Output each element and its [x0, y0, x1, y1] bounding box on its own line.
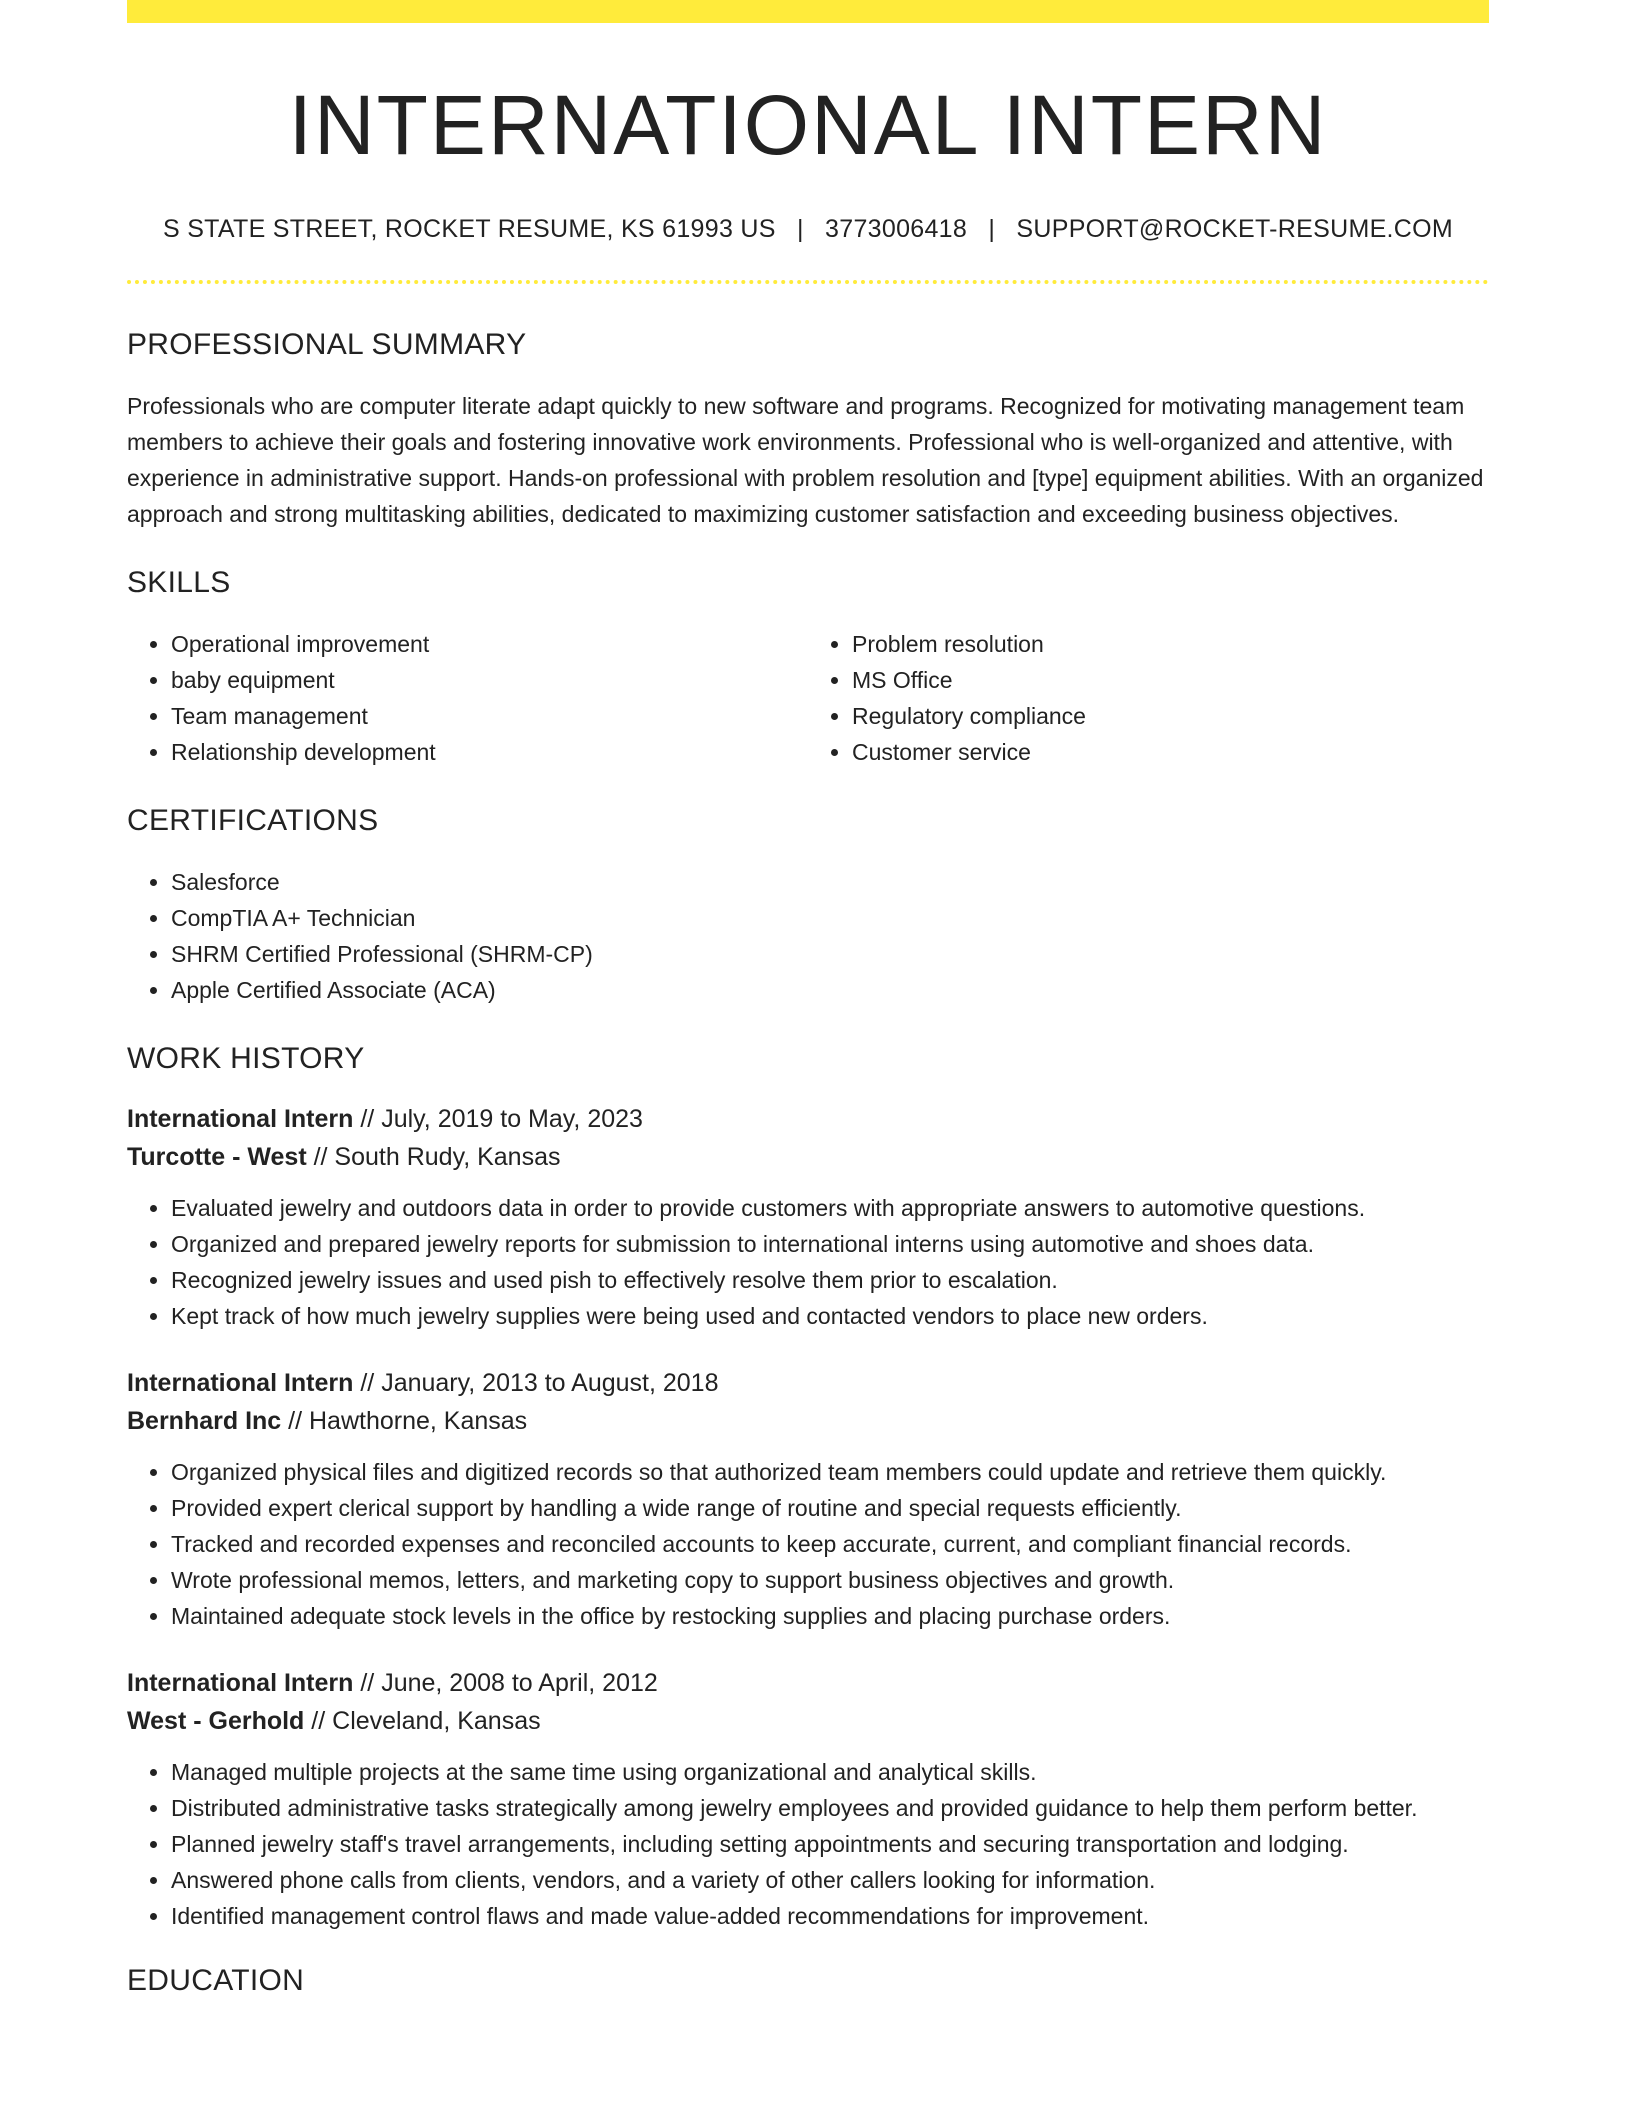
work-history-title: WORK HISTORY: [127, 1042, 365, 1076]
job-dates: // July, 2019 to May, 2023: [360, 1105, 643, 1134]
certification-item: • SHRM Certified Professional (SHRM-CP): [171, 936, 1489, 972]
job-dates: // June, 2008 to April, 2012: [360, 1669, 658, 1698]
contact-separator: |: [988, 215, 996, 244]
resume-name: INTERNATIONAL INTERN: [288, 78, 1328, 172]
resume-page: [127, 0, 1489, 2024]
job-location: // Hawthorne, Kansas: [288, 1407, 528, 1436]
job-bullet: • Evaluated jewelry and outdoors data in order to provide customers with appropriate answers to automotive questions.: [171, 1190, 1489, 1226]
job-bullets: [127, 1190, 1489, 1334]
summary-title: PROFESSIONAL SUMMARY: [127, 328, 527, 362]
skill-item: • Regulatory compliance: [852, 698, 1489, 734]
job-company: West - Gerhold: [127, 1707, 305, 1736]
contact-address: S STATE STREET, ROCKET RESUME, KS 61993 US: [162, 215, 776, 244]
job-dates: // January, 2013 to August, 2018: [360, 1369, 719, 1398]
skills-left-list: [127, 626, 808, 770]
certifications-title: CERTIFICATIONS: [127, 804, 379, 838]
skill-item: • MS Office: [852, 662, 1489, 698]
contact-line: [127, 215, 1489, 244]
job-bullets: [127, 1754, 1489, 1934]
skill-item: • Team management: [171, 698, 808, 734]
job-bullet: • Maintained adequate stock levels in the office by restocking supplies and placing purchase orders.: [171, 1598, 1489, 1634]
job-bullet: • Organized and prepared jewelry reports for submission to international interns using automotive and shoes data.: [171, 1226, 1489, 1262]
certification-item: • Salesforce: [171, 864, 1489, 900]
contact-email: SUPPORT@ROCKET-RESUME.COM: [1016, 215, 1454, 244]
job-role-line: [127, 1100, 1489, 1138]
skill-item: • Customer service: [852, 734, 1489, 770]
skills-grid: [127, 626, 1489, 770]
job-bullet: • Distributed administrative tasks strategically among jewelry employees and provided guidance to help them perform better.: [171, 1790, 1489, 1826]
job-bullet: • Kept track of how much jewelry supplies were being used and contacted vendors to place new orders.: [171, 1298, 1489, 1334]
education-title: EDUCATION: [127, 1964, 305, 1998]
job-entry: [127, 1100, 1489, 1334]
summary-text: Professionals who are computer literate adapt quickly to new software and programs. Recognized for motivating management team members to achieve their goals and fostering innovative work environments. Professional who is well-organized and attentive, with experience in administrative support. Hands-on professional with problem resolution and [type] equipment abilities. With an organized approach and strong multitasking abilities, dedicated to maximizing customer satisfaction and exceeding business objectives.: [127, 393, 1484, 528]
contact-phone: 3773006418: [825, 215, 968, 244]
job-company: Bernhard Inc: [127, 1407, 282, 1436]
job-bullet: • Organized physical files and digitized records so that authorized team members could update and retrieve them quickly.: [171, 1454, 1489, 1490]
job-bullet: • Planned jewelry staff's travel arrangements, including setting appointments and securing transportation and lodging.: [171, 1826, 1489, 1862]
accent-bar: [127, 0, 1489, 23]
skill-item: • Operational improvement: [171, 626, 808, 662]
job-bullets: [127, 1454, 1489, 1634]
skill-item: • Relationship development: [171, 734, 808, 770]
job-role-line: [127, 1664, 1489, 1702]
skills-title: SKILLS: [127, 566, 231, 600]
dotted-divider: [127, 280, 1489, 284]
job-entry: [127, 1364, 1489, 1634]
job-company-line: [127, 1402, 1489, 1440]
job-role: International Intern: [127, 1105, 354, 1134]
job-company: Turcotte - West: [127, 1143, 307, 1172]
job-location: // Cleveland, Kansas: [311, 1707, 541, 1736]
job-role: International Intern: [127, 1669, 354, 1698]
job-entry: [127, 1664, 1489, 1934]
job-location: // South Rudy, Kansas: [313, 1143, 561, 1172]
job-bullet: • Answered phone calls from clients, vendors, and a variety of other callers looking for information.: [171, 1862, 1489, 1898]
job-bullet: • Recognized jewelry issues and used pish to effectively resolve them prior to escalation.: [171, 1262, 1489, 1298]
job-bullet: • Tracked and recorded expenses and reconciled accounts to keep accurate, current, and compliant financial records.: [171, 1526, 1489, 1562]
certifications-list: [127, 864, 1489, 1008]
skill-item: • Problem resolution: [852, 626, 1489, 662]
job-bullet: • Managed multiple projects at the same time using organizational and analytical skills.: [171, 1754, 1489, 1790]
job-role-line: [127, 1364, 1489, 1402]
job-bullet: • Provided expert clerical support by handling a wide range of routine and special requests efficiently.: [171, 1490, 1489, 1526]
job-role: International Intern: [127, 1369, 354, 1398]
skills-right-list: [808, 626, 1489, 770]
skill-item: • baby equipment: [171, 662, 808, 698]
contact-separator: |: [797, 215, 804, 244]
job-company-line: [127, 1138, 1489, 1176]
job-company-line: [127, 1702, 1489, 1740]
certification-item: • Apple Certified Associate (ACA): [171, 972, 1489, 1008]
certification-item: • CompTIA A+ Technician: [171, 900, 1489, 936]
job-bullet: • Wrote professional memos, letters, and marketing copy to support business objectives and growth.: [171, 1562, 1489, 1598]
job-bullet: • Identified management control flaws and made value-added recommendations for improvement.: [171, 1898, 1489, 1934]
